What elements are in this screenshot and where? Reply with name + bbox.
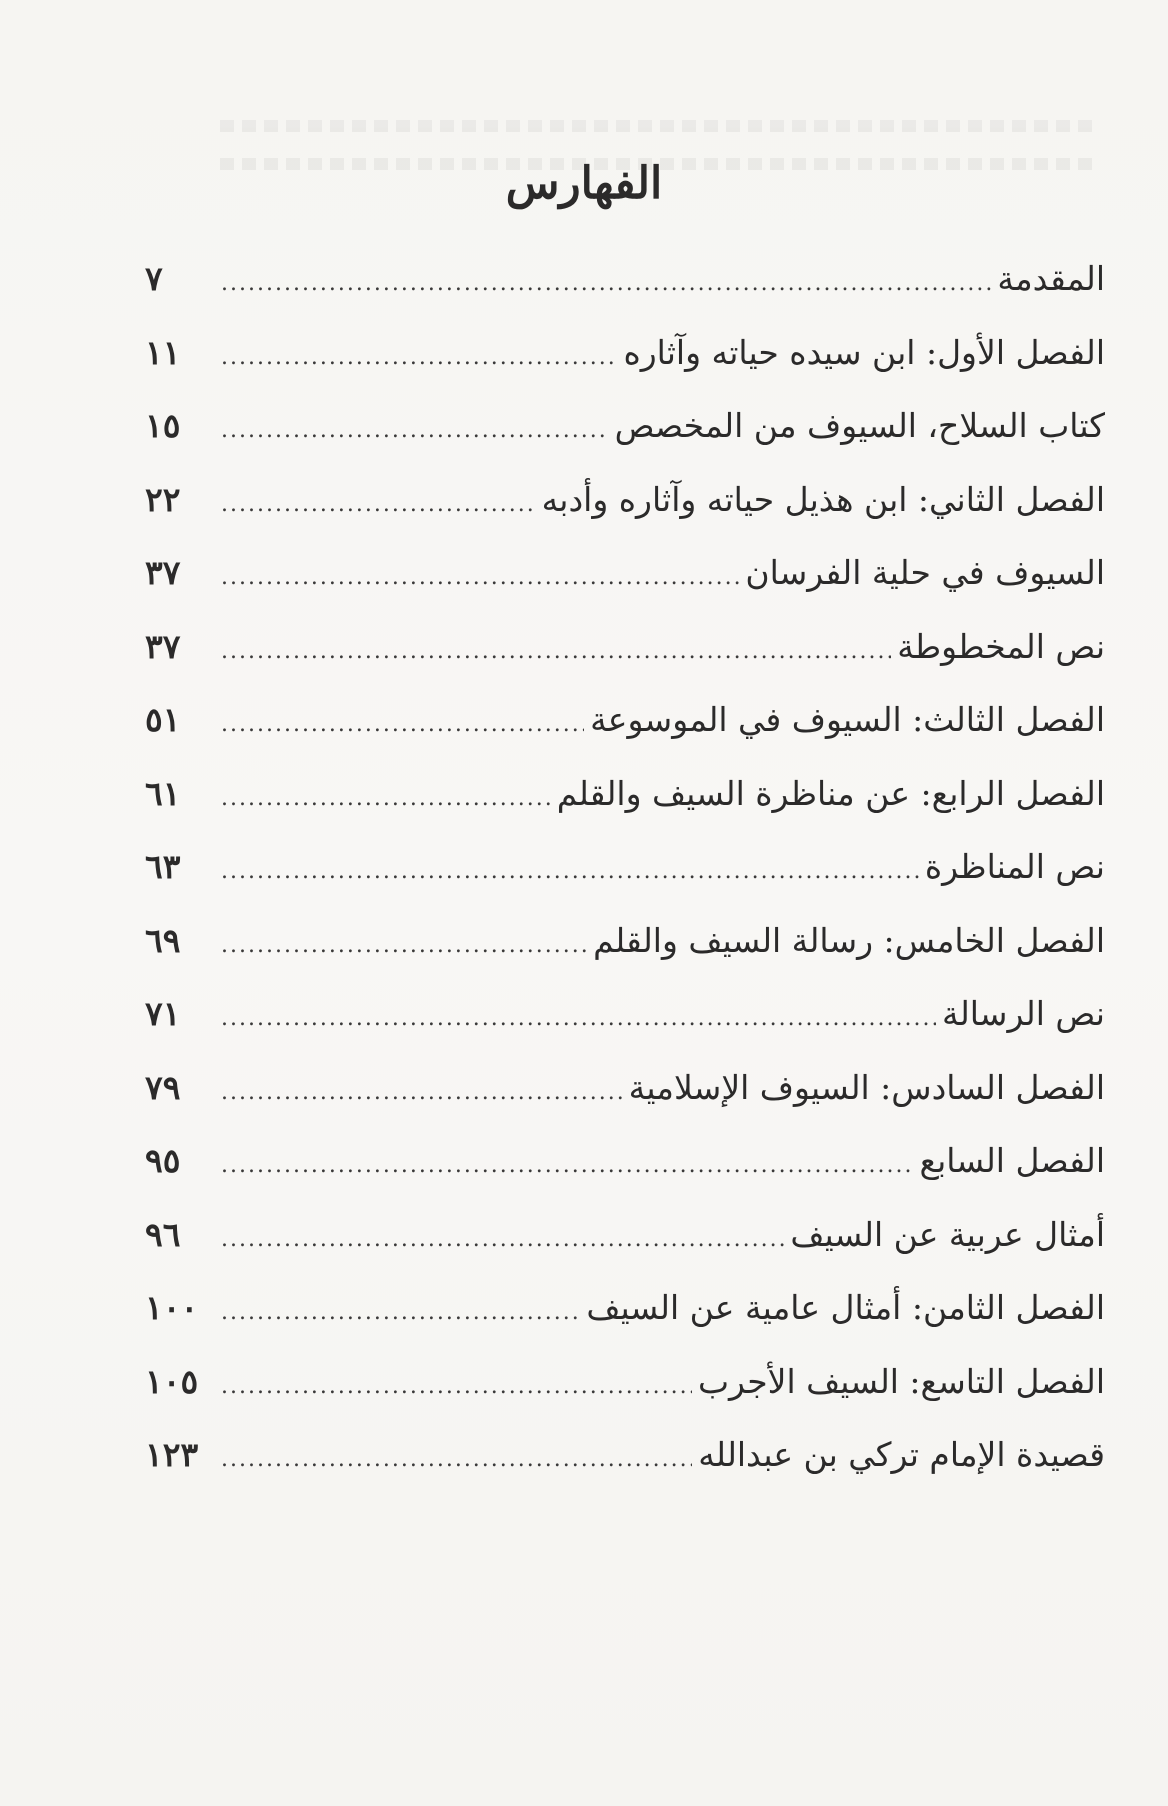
toc-entry-page: ١١: [145, 332, 181, 372]
dot-leader: [221, 857, 919, 888]
dot-leader: [221, 490, 536, 521]
table-of-contents: [145, 256, 1105, 1506]
toc-entry-page: ٧: [145, 259, 163, 298]
toc-entry-title: الفصل السابع: [919, 1141, 1105, 1180]
toc-entry: [145, 1432, 1105, 1506]
toc-entry: [145, 697, 1105, 771]
toc-entry: [145, 403, 1105, 477]
page-title: الفهارس: [505, 158, 663, 209]
toc-entry: [145, 991, 1105, 1065]
toc-entry: [145, 1138, 1105, 1212]
toc-entry: [145, 918, 1105, 992]
toc-entry-title: السيوف في حلية الفرسان: [745, 553, 1105, 592]
toc-entry-title: المقدمة: [997, 259, 1105, 298]
toc-entry-page: ٧١: [145, 994, 181, 1033]
dot-leader: [221, 931, 587, 962]
toc-entry-title: الفصل الثامن: أمثال عامية عن السيف: [586, 1288, 1105, 1327]
toc-entry-title: نص المناظرة: [924, 847, 1105, 886]
toc-entry-title: نص المخطوطة: [897, 626, 1105, 666]
dot-leader: [221, 1298, 580, 1329]
toc-entry: [145, 256, 1105, 330]
toc-entry-page: ١٠٥: [145, 1361, 199, 1401]
toc-entry: [145, 844, 1105, 918]
toc-entry-page: ٦٩: [145, 920, 181, 960]
toc-entry-page: ١٥: [145, 406, 181, 445]
dot-leader: [221, 1151, 914, 1182]
toc-entry-page: ٢٢: [145, 479, 181, 519]
toc-entry-page: ٧٩: [145, 1067, 181, 1107]
toc-entry-page: ١٠٠: [145, 1288, 199, 1327]
dot-leader: [221, 343, 617, 374]
toc-entry-title: أمثال عربية عن السيف: [790, 1214, 1105, 1254]
dot-leader: [221, 784, 551, 815]
toc-entry-page: ٣٧: [145, 553, 181, 592]
toc-entry-page: ٥١: [145, 700, 181, 739]
bleed-line: [220, 120, 1100, 132]
toc-entry-page: ١٢٣: [145, 1435, 199, 1474]
dot-leader: [221, 1004, 936, 1035]
toc-entry-page: ٩٦: [145, 1214, 181, 1254]
dot-leader: [221, 563, 739, 594]
toc-entry: [145, 477, 1105, 551]
toc-entry: [145, 771, 1105, 845]
toc-entry-title: الفصل الثاني: ابن هذيل حياته وآثاره وأدبه: [541, 479, 1105, 519]
dot-leader: [221, 1225, 784, 1256]
toc-entry-page: ٣٧: [145, 626, 181, 666]
toc-entry-title: الفصل التاسع: السيف الأجرب: [697, 1361, 1105, 1401]
toc-entry-title: كتاب السلاح، السيوف من المخصص: [614, 406, 1105, 445]
toc-entry-page: ٦٣: [145, 847, 181, 886]
toc-entry-title: قصيدة الإمام تركي بن عبدالله: [698, 1435, 1105, 1474]
toc-entry: [145, 1359, 1105, 1433]
dot-leader: [221, 416, 609, 447]
toc-entry-title: الفصل الخامس: رسالة السيف والقلم: [593, 920, 1105, 960]
toc-entry-page: ٦١: [145, 773, 181, 813]
dot-leader: [221, 637, 891, 668]
toc-entry-title: الفصل السادس: السيوف الإسلامية: [628, 1067, 1105, 1107]
toc-entry: [145, 330, 1105, 404]
dot-leader: [221, 1445, 692, 1476]
toc-entry-title: نص الرسالة: [942, 994, 1105, 1033]
toc-entry: [145, 1212, 1105, 1286]
toc-entry: [145, 1285, 1105, 1359]
dot-leader: [221, 1372, 692, 1403]
toc-entry: [145, 624, 1105, 698]
dot-leader: [221, 1078, 623, 1109]
toc-entry: [145, 1065, 1105, 1139]
toc-entry-title: الفصل الأول: ابن سيده حياته وآثاره: [623, 332, 1105, 372]
toc-entry-page: ٩٥: [145, 1141, 181, 1180]
toc-entry-title: الفصل الثالث: السيوف في الموسوعة: [590, 700, 1105, 739]
dot-leader: [221, 269, 991, 300]
toc-entry-title: الفصل الرابع: عن مناظرة السيف والقلم: [556, 773, 1105, 813]
toc-entry: [145, 550, 1105, 624]
dot-leader: [221, 710, 584, 741]
